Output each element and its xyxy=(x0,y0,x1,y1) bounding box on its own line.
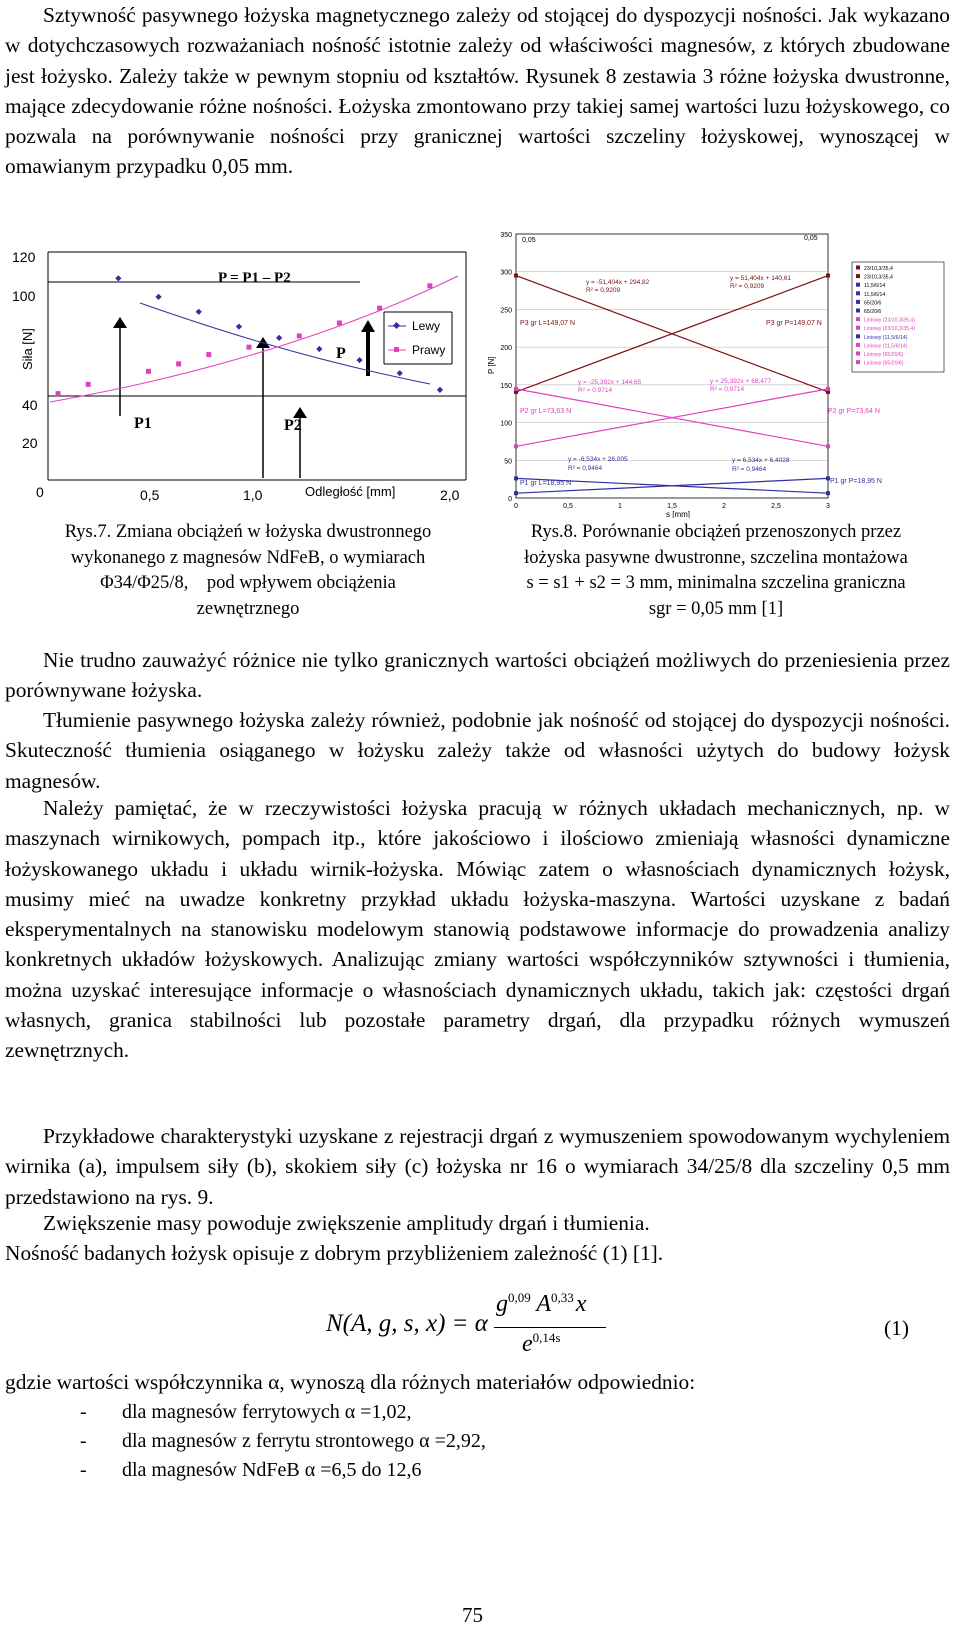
fig7-label-p: P xyxy=(336,345,346,362)
fig8-legend-label: Liniowy (11,5/6/14) xyxy=(864,343,908,350)
fig7-label-p2: P2 xyxy=(284,417,302,434)
fig7-ytick: 20 xyxy=(22,435,38,451)
fig8-top-label-left: 0,05 xyxy=(522,237,536,244)
fig8-label-p2-right: P2 gr P=73,64 N xyxy=(828,408,880,415)
fig7-label-p1: P1 xyxy=(134,415,152,432)
fig8-legend-label: 65/20/6 xyxy=(864,300,882,307)
paragraph-3: Tłumienie pasywnego łożyska zależy również, podobnie jak nośność od stojącej do dyspozycji nośności. Skuteczność tłumienia osiąganego w łożysku zależy także od własności użytych do budowy łożysk magnesów. xyxy=(5,708,950,793)
fig7-legend-prawy: Prawy xyxy=(412,343,446,357)
fig8-legend-swatch xyxy=(856,266,860,270)
fig8-ytick: 100 xyxy=(500,420,512,428)
fig8-eq-2: y = 51,404x + 140,61 xyxy=(730,275,792,282)
figure-8-caption xyxy=(474,520,958,622)
fig8-series-point xyxy=(826,387,830,391)
fig7-point-prawy xyxy=(427,283,432,288)
list-item: - dla magnesów ferrytowych α =1,02, xyxy=(80,1401,412,1423)
fig8-ytick: 150 xyxy=(500,382,512,390)
fig7-xlabel: Odległość [mm] xyxy=(305,484,396,499)
fig8-label-p3-right: P3 gr P=149,07 N xyxy=(766,320,822,327)
paragraph-5: Przykładowe charakterystyki uzyskane z rejestracji drgań z wymuszeniem spowodowanym wychyleniem wirnika (a), impulsem siły (b), skokiem siły (c) łożyska nr 16 o wymiarach 34/25/8 dla szczeliny 0,5 mm przedstawiono na rys. 9. xyxy=(5,1124,950,1209)
fig8-legend-label: 11,5/6/14 xyxy=(864,283,886,290)
fig8-eq-1: y = -51,404x + 294,82 xyxy=(586,279,650,286)
fig7-formula-label: P = P1 – P2 xyxy=(218,270,291,286)
fig7-point-prawy xyxy=(146,369,151,374)
fig8-caption-line: Rys.8. Porównanie obciążeń przenoszonych przez xyxy=(530,522,902,542)
fig8-legend-swatch xyxy=(856,352,860,356)
fig7-point-prawy xyxy=(297,333,302,338)
fig7-ylabel: Siła [N] xyxy=(20,328,35,370)
paragraph-7: Nośność badanych łożysk opisuje z dobrym przybliżeniem zależność (1) [1]. xyxy=(5,1241,664,1265)
figure-8-chart xyxy=(482,228,952,518)
fig7-ytick: 100 xyxy=(12,288,36,304)
fig7-legend-lewy: Lewy xyxy=(412,319,441,333)
fig8-legend-swatch xyxy=(856,343,860,347)
fig7-legend-marker-prawy xyxy=(394,347,399,352)
fig7-xtick: 1,0 xyxy=(243,487,263,503)
fig8-legend-swatch xyxy=(856,309,860,313)
fig8-legend-label: 23/10,3/35,4 xyxy=(864,266,893,272)
fig8-xtick: 0,5 xyxy=(563,503,573,510)
fig7-xtick: 0 xyxy=(36,484,44,500)
fig7-xtick: 2,0 xyxy=(440,487,460,503)
fig8-eq-5: y = -6,534x + 26,005 xyxy=(568,456,628,463)
fig8-legend-label: Liniowy (23/10,3/35,4) xyxy=(864,326,916,333)
fig7-point-prawy xyxy=(86,382,91,387)
fig8-series-point xyxy=(514,491,518,495)
fig8-label-p1-right: P1 gr P=18,95 N xyxy=(830,478,882,485)
formula-numerator: $g^{0,09}$ A$^{0,33}$x xyxy=(496,1290,587,1317)
fig8-caption-line: łożyska pasywne dwustronne, szczelina montażowa xyxy=(524,547,908,568)
fraction-bar xyxy=(494,1327,606,1328)
fig8-eq-6-r2: R² = 0,9464 xyxy=(732,466,767,473)
paragraph-1: Sztywność pasywnego łożyska magnetycznego zależy od stojącej do dyspozycji nośności. Jak wykazano w dotychczasowych rozważaniach nośność istotnie zależy od właściwości magnesów, z których zbudowane jest łożysko. Zależy także w pewnym stopniu od kształtów. Rysunek 8 zestawia 3 różne łożyska dwustronne, mające zdecydowanie różne nośności. Łożyska zmontowano przy takiej samej wartości luzu łożyskowego, co pozwala na porównywanie nośności przy granicznej wartości szczeliny łożyskowej, wynoszącej w omawianym przypadku 0,05 mm. xyxy=(5,3,950,179)
fig7-caption-line: Φ34/Φ25/8, pod wpływem obciążenia xyxy=(100,573,396,593)
fig8-legend-label: 11,5/6/14 xyxy=(864,291,886,298)
figure-7-caption xyxy=(28,520,468,622)
fig8-legend-label: Liniowy (23/10,3/35,4) xyxy=(864,317,916,324)
fig8-ytick: 0 xyxy=(508,496,512,503)
fig8-ylabel: P [N] xyxy=(487,356,496,374)
fig8-eq-1-r2: R² = 0,9209 xyxy=(586,287,621,294)
fig8-legend-label: Liniowy (65/20/6) xyxy=(864,352,904,358)
fig8-eq-2-r2: R² = 0,9209 xyxy=(730,283,765,290)
fig7-point-prawy xyxy=(206,352,211,357)
fig7-ytick: 120 xyxy=(12,249,36,265)
fig8-series-point xyxy=(826,444,830,448)
fig8-legend-swatch xyxy=(856,274,860,278)
fig8-caption-line: s = s1 + s2 = 3 mm, minimalna szczelina graniczna xyxy=(526,573,906,593)
fig8-series-point xyxy=(514,444,518,448)
fig8-xtick: 1 xyxy=(618,503,622,510)
fig8-legend-swatch xyxy=(856,334,860,338)
fig8-legend-label: 23/10,3/35,4 xyxy=(864,274,893,281)
fig8-legend-label: Liniowy (11,5/6/14) xyxy=(864,334,908,341)
fig8-caption-line: sgr = 0,05 mm [1] xyxy=(648,598,784,619)
fig8-eq-3: y = -25,392x + 144,65 xyxy=(578,379,642,386)
fig8-xtick: 0 xyxy=(514,503,518,510)
fig8-xtick: 1,5 xyxy=(667,503,677,510)
formula-denominator: $e^{0,14s}$ xyxy=(522,1330,561,1357)
list-item: - dla magnesów z ferrytu strontowego α =2,92, xyxy=(80,1430,486,1452)
fig8-ytick: 200 xyxy=(500,345,512,353)
fig8-xlabel: s [mm] xyxy=(666,510,690,518)
fig8-xtick: 3 xyxy=(826,503,830,510)
fig8-legend-swatch xyxy=(856,317,860,321)
fig8-legend-label: 65/20/6 xyxy=(864,309,882,315)
list-item: - dla magnesów NdFeB α =6,5 do 12,6 xyxy=(80,1459,422,1481)
fig8-label-p2-left: P2 gr L=73,63 N xyxy=(520,408,572,415)
fig8-series-point xyxy=(514,476,518,480)
fig8-legend-swatch xyxy=(856,291,860,295)
paragraph-6: Zwiększenie masy powoduje zwiększenie amplitudy drgań i tłumienia. xyxy=(43,1211,650,1235)
fig7-point-prawy xyxy=(337,320,342,325)
fig7-caption-line: wykonanego z magnesów NdFeB, o wymiarach xyxy=(70,547,426,568)
fig8-eq-6: y = 6,534x + 6,4028 xyxy=(732,457,790,464)
fig8-series-point xyxy=(514,387,518,391)
fig8-xtick: 2 xyxy=(722,503,726,510)
fig7-point-prawy xyxy=(56,391,61,396)
fig8-legend-swatch xyxy=(856,283,860,287)
fig8-ytick: 350 xyxy=(500,232,512,239)
fig8-eq-5-r2: R² = 0,9464 xyxy=(568,465,603,472)
fig8-legend-swatch xyxy=(856,326,860,330)
fig8-label-p1-left: P1 gr L=18,95 N xyxy=(520,480,572,487)
fig7-plot-area xyxy=(48,252,466,480)
fig7-point-prawy xyxy=(176,361,181,366)
fig8-series-point xyxy=(826,274,830,278)
equation-number: (1) xyxy=(884,1316,909,1340)
paragraph-4: Należy pamiętać, że w rzeczywistości łożyska pracują w różnych układach mechanicznych, np. w maszynach wirnikowych, pompach itp., które jakościowo i ilościowo zmieniają własności dynamiczne łożyskowanego układu i układu wirnik-łożyska. Mówiąc zatem o własnościach dynamicznych łożysk, musimy mieć na uwadze konkretny przykład układu łożyska-maszyna. Wartości uzyskane z badań eksperymentalnych na stanowisku modelowym stanowią podstawowe informacje do prowadzenia analizy konkretnych układów łożyskowych. Analizując zmiany wartości współczynników sztywności i tłumienia, można uzyskać interesujące informacje o własnościach dynamicznych układu, takich jak: częstości drgań własnych, granica stabilności lub pozostałe parametry drgań, dla przypadku różnych wymuszeń zewnętrznych. xyxy=(5,796,950,1063)
fig8-series-point xyxy=(826,491,830,495)
paragraph-2: Nie trudno zauważyć różnice nie tylko granicznych wartości obciążeń możliwych do przeniesienia przez porównywane łożyska. xyxy=(5,648,950,703)
fig8-ytick: 300 xyxy=(500,269,512,277)
paragraph-8: gdzie wartości współczynnika α, wynoszą dla różnych materiałów odpowiednio: xyxy=(5,1370,696,1394)
fig7-xtick: 0,5 xyxy=(140,487,160,503)
fig7-caption-line: zewnętrznego xyxy=(196,598,300,619)
fig8-xtick: 2,5 xyxy=(771,503,781,510)
fig8-series-point xyxy=(514,274,518,278)
fig8-ytick: 250 xyxy=(500,307,512,315)
fig7-point-prawy xyxy=(247,345,252,350)
fig8-eq-3-r2: R² = 0,9714 xyxy=(578,387,613,394)
fig8-eq-4-r2: R² = 0,9714 xyxy=(710,386,745,393)
fig8-eq-4: y = 25,392x + 68,477 xyxy=(710,378,772,385)
page-number: 75 xyxy=(462,1603,483,1627)
fig8-ytick: 50 xyxy=(504,458,512,466)
fig8-label-p3-left: P3 gr L=149,07 N xyxy=(520,320,576,327)
formula-lhs: N(A, g, s, x) = α xyxy=(326,1310,488,1337)
fig8-legend-label: Liniowy (65/20/6) xyxy=(864,360,904,367)
fig8-legend-swatch xyxy=(856,300,860,304)
fig8-legend-swatch xyxy=(856,360,860,364)
fig7-caption-line: Rys.7. Zmiana obciążeń w łożyska dwustronnego xyxy=(64,522,432,542)
fig8-top-label-right: 0,05 xyxy=(804,235,818,242)
fig7-point-prawy xyxy=(377,306,382,311)
figure-7-chart xyxy=(0,238,470,508)
fig7-ytick: 40 xyxy=(22,397,38,413)
